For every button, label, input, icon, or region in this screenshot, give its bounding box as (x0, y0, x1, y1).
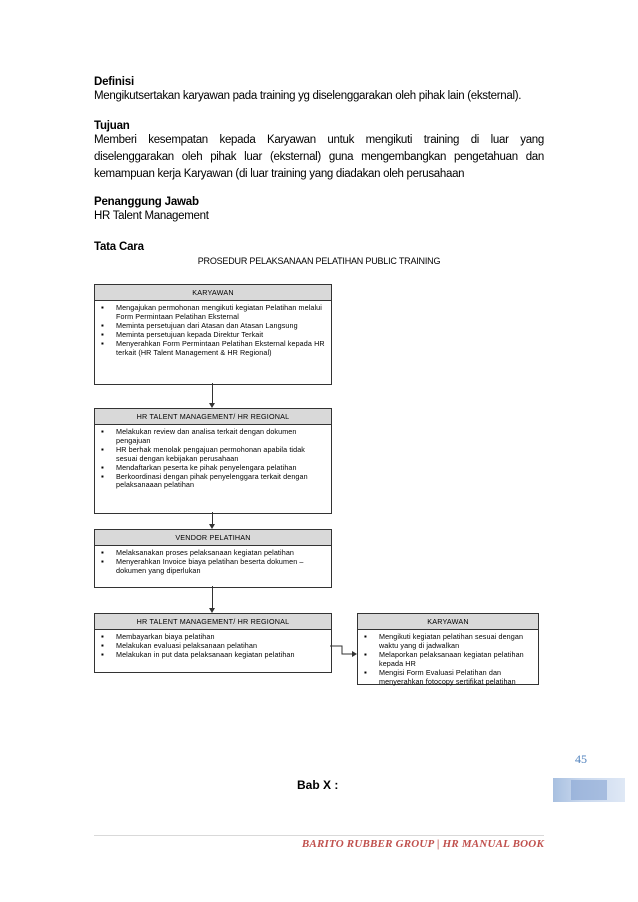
penanggung-jawab-text: HR Talent Management (94, 210, 209, 222)
flow-box-hr-payment (94, 613, 332, 673)
list-item: ▪ Meminta persetujuan dari Atasan dan Atasan Langsung (116, 322, 327, 331)
list-item: ▪ HR berhak menolak pengajuan permohonan apabila tidak sesuai dengan kebijakan perusahaan (116, 446, 327, 464)
flow-box-title: KARYAWAN (95, 285, 331, 301)
tata-cara-section (94, 241, 544, 253)
penanggung-jawab-section (94, 196, 544, 225)
list-item: ▪ Meminta persetujuan kepada Direktur Terkait (116, 331, 327, 340)
list-item: ▪ Menyerahkan Form Permintaan Pelatihan Eksternal kepada HR terkait (HR Talent Management & HR Regional) (116, 340, 327, 358)
list-item: ▪ Melaksanakan proses pelaksanaan kegiatan pelatihan (116, 549, 327, 558)
procedure-title: PROSEDUR PELAKSANAAN PELATIHAN PUBLIC TRAINING (197, 256, 441, 266)
flow-box-list (95, 546, 331, 579)
list-item: ▪ Melakukan evaluasi pelaksanaan pelatihan (116, 642, 327, 651)
list-item: ▪ Melakukan review dan analisa terkait dengan dokumen pengajuan (116, 428, 327, 446)
flow-box-vendor (94, 529, 332, 588)
flow-connector (330, 640, 358, 660)
flow-box-title: VENDOR PELATIHAN (95, 530, 331, 546)
page-corner-decoration (553, 778, 625, 802)
tujuan-heading: Tujuan (94, 120, 130, 132)
list-item: ▪ Berkoordinasi dengan pihak penyelenggara terkait dengan pelaksanaaan pelatihan (116, 473, 327, 491)
list-item: ▪ Melakukan in put data pelaksanaan kegiatan pelatihan (116, 651, 327, 660)
footer-divider (94, 835, 544, 836)
chapter-label: Bab X : (297, 778, 339, 792)
flow-box-list (95, 630, 331, 663)
flow-arrow (212, 383, 213, 403)
list-item: ▪ Menyerahkan Invoice biaya pelatihan beserta dokumen – dokumen yang diperlukan (116, 558, 327, 576)
list-item: ▪ Mendaftarkan peserta ke pihak penyelengara pelatihan (116, 464, 327, 473)
page-number: 45 (575, 752, 587, 766)
flow-box-list (358, 630, 538, 689)
flow-box-hr-review (94, 408, 332, 514)
list-item: ▪ Mengikuti kegiatan pelatihan sesuai dengan waktu yang di jadwalkan (379, 633, 534, 651)
list-item: ▪ Mengisi Form Evaluasi Pelatihan dan menyerahkan fotocopy sertifikat pelatihan (379, 669, 534, 687)
flow-arrow (212, 512, 213, 524)
definisi-heading: Definisi (94, 76, 134, 88)
flow-box-list (95, 425, 331, 493)
definisi-text: Mengikutsertakan karyawan pada training yg diselenggarakan oleh pihak lain (eksternal). (94, 90, 522, 102)
list-item: ▪ Melaporkan pelaksanaan kegiatan pelatihan kepada HR (379, 651, 534, 669)
flow-box-list (95, 301, 331, 360)
tujuan-section (94, 120, 544, 183)
tujuan-text: Memberi kesempatan kepada Karyawan untuk mengikuti training di luar yang diselenggarakan oleh pihak luar (eksternal) guna mengembangkan pengetahuan dan kemampuan kerja Karyawan (di luar training yang diadakan oleh perusahaan (94, 134, 544, 180)
list-item: ▪ Mengajukan permohonan mengikuti kegiatan Pelatihan melalui Form Permintaan Pelatihan Eksternal (116, 304, 327, 322)
definisi-section (94, 76, 544, 105)
flow-box-karyawan (94, 284, 332, 385)
flow-box-title: HR TALENT MANAGEMENT/ HR REGIONAL (95, 409, 331, 425)
footer-text: BARITO RUBBER GROUP | HR MANUAL BOOK (301, 838, 544, 850)
list-item: ▪ Membayarkan biaya pelatihan (116, 633, 327, 642)
flow-box-title: KARYAWAN (358, 614, 538, 630)
tata-cara-heading: Tata Cara (94, 241, 144, 253)
penanggung-jawab-heading: Penanggung Jawab (94, 196, 199, 208)
flow-box-title: HR TALENT MANAGEMENT/ HR REGIONAL (95, 614, 331, 630)
flow-arrow (212, 586, 213, 608)
flow-box-karyawan-final (357, 613, 539, 685)
